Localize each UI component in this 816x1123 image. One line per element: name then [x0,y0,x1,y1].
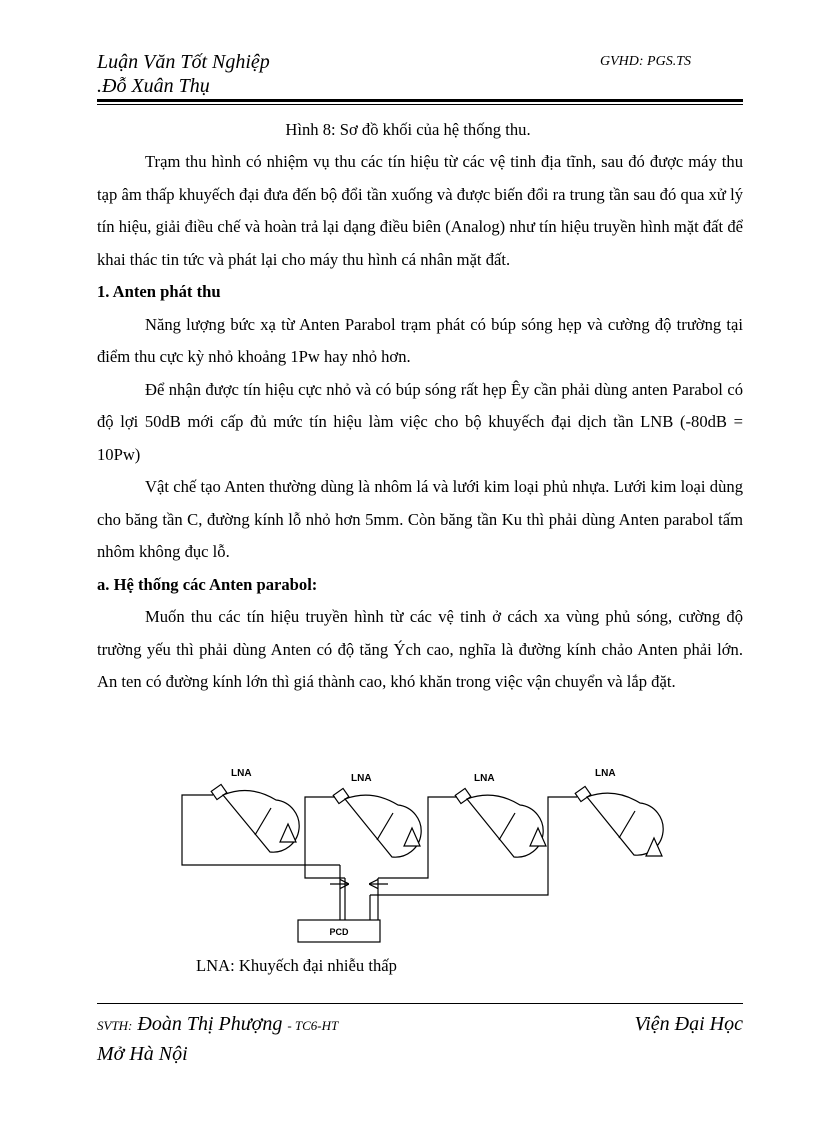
footer-institute: Viện Đại Học [634,1013,743,1035]
student-name: Đoàn Thị Phượng [137,1013,283,1035]
author-name: .Đỗ Xuân Thụ [97,75,210,97]
dish-icon [345,795,421,857]
figure-title: Hình 8: Sơ đồ khối của hệ thống thu. [285,120,531,139]
paragraph-parabol: Muốn thu các tín hiệu truyền hình từ các vệ tinh ở cách xa vùng phủ sóng, cường độ trường yếu thì phải dùng Anten có độ tăng Ých cao, nghĩa là đường kính chảo Anten phải lớn. An ten có đường kính lớn thì giá thành cao, khó khăn trong việc vận chuyển và lắp đặt. [97,607,743,691]
heading-parabol-system: a. Hệ thống các Anten parabol: [97,574,318,594]
paragraph-energy: Năng lượng bức xạ từ Anten Parabol trạm phát có búp sóng hẹp và cường độ trường tại điểm thu cực kỳ nhỏ khoảng 1Pw hay nhỏ hơn. [97,314,743,366]
lna-label: LNA [595,768,616,779]
pcd-box [298,920,380,942]
paragraph-intro: Trạm thu hình có nhiệm vụ thu các tín hiệu từ các vệ tinh địa tĩnh, sau đó được máy thu tạp âm thấp khuyếch đại đưa đến bộ đổi tần xuống và được biến đổi ra trung tần sau đó qua xử lý tín hiệu, giải điều chế và hoàn trả lại dạng điều biên (Analog) như tín hiệu truyền hình mặt đất để khai thác tin tức và phát lại cho máy thu hình cá nhân mặt đất. [97,152,743,269]
antenna-unit-2 [305,773,421,878]
footer-student [97,1010,338,1068]
svth-prefix: SVTH: [97,1018,133,1033]
dish-icon [467,795,543,857]
heading-anten-phat-thu: 1. Anten phát thu [97,282,221,301]
pcd-label: PCD [329,927,349,937]
lna-label: LNA [351,773,372,784]
student-class: - TC6-HT [287,1018,339,1033]
thesis-title: Luận Văn Tốt Nghiệp [97,51,270,73]
antenna-unit-1 [182,768,340,865]
footer-rule [97,1003,743,1004]
paragraph-gain: Để nhận được tín hiệu cực nhỏ và có búp sóng rất hẹp Êy cần phải dùng anten Parabol có độ lợi 50dB mới cấp đủ mức tín hiệu làm việc cho bộ khuyếch đại dịch tần LNB (-80dB = 10Pw) [97,379,743,464]
lna-label: LNA [231,768,252,779]
advisor-label: GVHD: PGS.TS [600,54,691,69]
lna-label: LNA [474,773,495,784]
paragraph-material: Vật chế tạo Anten thường dùng là nhôm lá và lưới kim loại phủ nhựa. Lưới kim loại dùng cho băng tần C, đường kính lỗ nhỏ hơn 5mm. Còn băng tần Ku thì phải dùng Anten parabol tấm nhôm không đục lỗ. [97,477,743,561]
dish-icon [223,791,299,853]
signal-lines [330,865,388,920]
diagram-caption: LNA: Khuyếch đại nhiễu thấp [196,956,397,975]
university-line2: Mở Hà Nội [97,1043,188,1065]
